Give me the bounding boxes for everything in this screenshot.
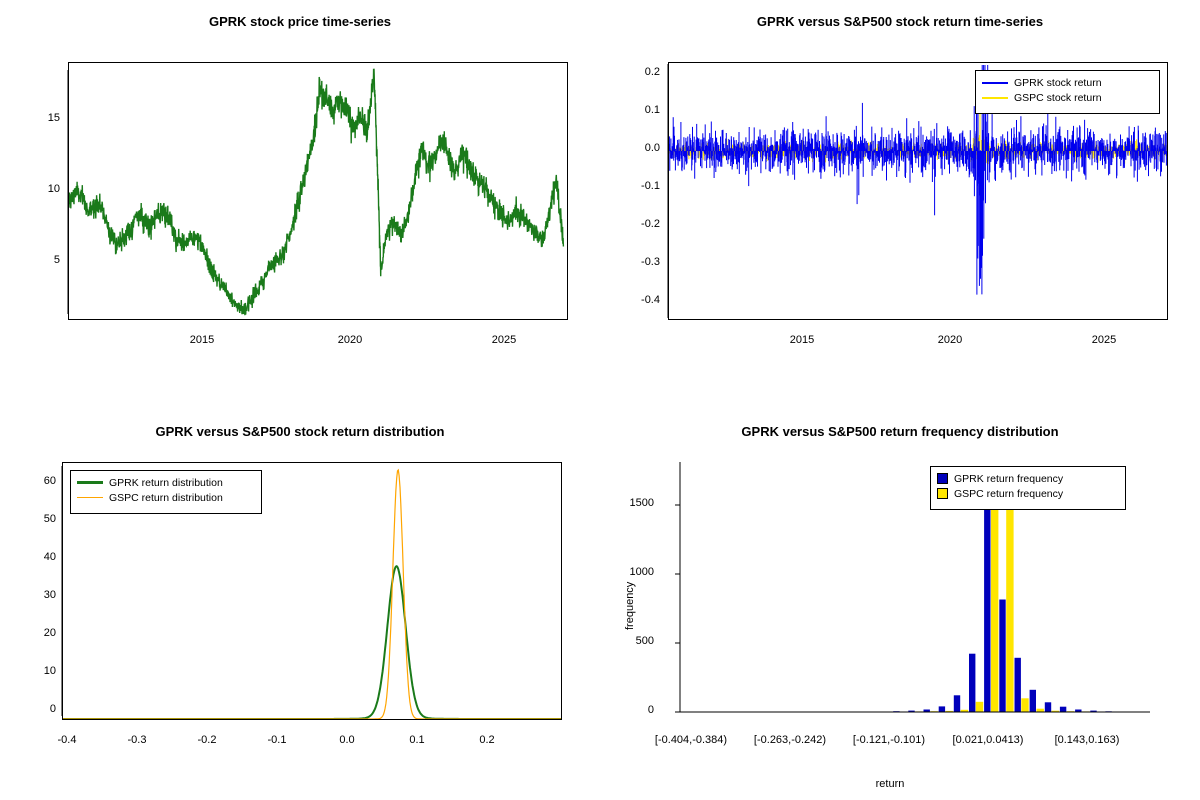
panel-title: GPRK versus S&P500 stock return distribution: [155, 424, 445, 439]
y-axis-returns: [640, 56, 670, 328]
x-tick: [-0.121,-0.101): [852, 734, 926, 746]
x-tick: 2025: [1091, 334, 1117, 346]
y-tick: -0.1: [641, 180, 660, 192]
y-tick: 50: [43, 513, 56, 525]
y-tick: -0.4: [641, 294, 660, 306]
y-tick: 5: [53, 254, 60, 266]
y-axis-histogram: [656, 456, 682, 722]
y-tick: 15: [47, 112, 60, 124]
legend-density: [70, 470, 262, 514]
y-tick: 20: [43, 627, 56, 639]
x-tick: -0.3: [127, 734, 147, 746]
panel-return-distribution: [0, 400, 600, 800]
x-tick: 2015: [189, 334, 215, 346]
price-line-svg: [69, 63, 567, 319]
y-tick: 0.2: [644, 66, 660, 78]
legend-entry: [982, 75, 1153, 90]
panel-title: GPRK stock price time-series: [208, 14, 392, 29]
y-tick: 10: [47, 183, 60, 195]
legend-entry: [77, 475, 255, 490]
y-tick: 0: [647, 704, 654, 716]
y-tick: 500: [635, 635, 654, 647]
x-tick: 0.0: [339, 734, 355, 746]
x-tick: 0.1: [409, 734, 425, 746]
legend-entry: [937, 486, 1119, 501]
legend-label: GPRK return frequency: [954, 472, 1064, 485]
legend-swatch-icon: [937, 488, 948, 499]
y-tick: 0: [49, 703, 56, 715]
x-axis-label: return: [875, 778, 905, 790]
legend-entry: [77, 490, 255, 505]
plot-area-price: [68, 62, 568, 320]
x-tick: 2020: [937, 334, 963, 346]
x-tick: [0.021,0.0413): [952, 734, 1024, 746]
x-tick: 2025: [491, 334, 517, 346]
legend-line-icon: [982, 97, 1008, 99]
panel-return-timeseries: [600, 0, 1200, 400]
panel-title: GPRK versus S&P500 stock return time-series: [756, 14, 1044, 29]
x-tick: [-0.263,-0.242): [753, 734, 827, 746]
legend-label: GSPC stock return: [1014, 91, 1102, 104]
y-tick: -0.3: [641, 256, 660, 268]
panel-price-timeseries: [0, 0, 600, 400]
x-tick: [-0.404,-0.384): [654, 734, 728, 746]
y-tick: 30: [43, 589, 56, 601]
x-tick: 2015: [789, 334, 815, 346]
y-tick: 1000: [629, 566, 654, 578]
x-tick: [0.143,0.163): [1054, 734, 1120, 746]
y-tick: 10: [43, 665, 56, 677]
legend-returns: [975, 70, 1160, 114]
x-tick: -0.4: [57, 734, 77, 746]
legend-swatch-icon: [937, 473, 948, 484]
legend-label: GPRK return distribution: [109, 476, 223, 489]
x-tick: -0.2: [197, 734, 217, 746]
legend-label: GPRK stock return: [1014, 76, 1102, 89]
panel-title: GPRK versus S&P500 return frequency distribution: [741, 424, 1059, 439]
y-tick: -0.2: [641, 218, 660, 230]
x-tick: -0.1: [267, 734, 287, 746]
y-tick: 0.1: [644, 104, 660, 116]
legend-label: GSPC return distribution: [109, 491, 223, 504]
panel-return-frequency: [600, 400, 1200, 800]
legend-histogram: [930, 466, 1126, 510]
y-tick: 0.0: [644, 142, 660, 154]
legend-line-icon: [77, 497, 103, 498]
legend-line-icon: [982, 82, 1008, 84]
y-tick: 1500: [629, 497, 654, 509]
y-axis-label: frequency: [624, 581, 636, 630]
x-tick: 2020: [337, 334, 363, 346]
y-tick: 60: [43, 475, 56, 487]
y-tick: 40: [43, 551, 56, 563]
x-tick: 0.2: [479, 734, 495, 746]
legend-entry: [982, 90, 1153, 105]
legend-line-icon: [77, 481, 103, 484]
legend-label: GSPC return frequency: [954, 487, 1064, 500]
legend-entry: [937, 471, 1119, 486]
